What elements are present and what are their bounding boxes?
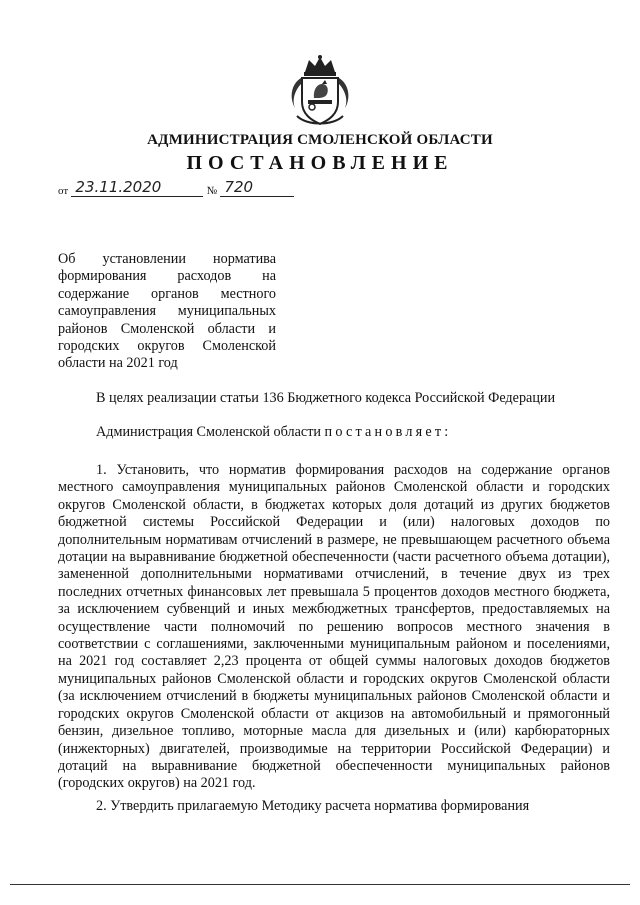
date-label: от	[58, 185, 69, 197]
intro-paragraph: В целях реализации статьи 136 Бюджетного кодекса Российской Федерации	[96, 390, 556, 406]
document-meta	[58, 178, 294, 197]
item-2-paragraph: 2. Утвердить прилагаемую Методику расчета норматива формирования	[96, 798, 530, 814]
resolve-paragraph	[58, 424, 610, 441]
item-1-paragraph: 1. Установить, что норматив формирования расходов на содержание органов местного самоуправления муниципальных районов Смоленской области и городских округов Смоленской области, в бюджетах которых доля дотаций из других бюджетов бюджетной системы Российской Федерации и (или) налоговых доходов по дополнительным нормативам отчислений в размере, не превышающем расчетного объема дотации на выравнивание бюджетной обеспеченности (части расчетного объема дотации), замененной дополнительными нормативами отчислений, в течение двух из трех последних отчетных финансовых лет превышала 5 процентов доходов местного бюджета, за исключением субвенций и иных межбюджетных трансфертов, предоставляемых на осуществление части полномочий по решению вопросов местного значения в соответствии с соглашениями, заключенными муниципальным районом и поселениями, на 2021 год составляет 2,23 процента от общей суммы налоговых доходов бюджетов муниципальных районов Смоленской области и городских округов Смоленской области (за исключением отчислений в бюджеты муниципальных районов Смоленской области и городских округов Смоленской области от акцизов на автомобильный и прямогонный бензин, дизельное топливо, моторные масла для дизельных и (или) карбюраторных (инжекторных) двигателей, производимые на территории Российской Федерации) и дотаций на выравнивание бюджетной обеспеченности муниципальных районов (городских округов) на 2021 год.	[58, 462, 610, 792]
organization-title: АДМИНИСТРАЦИЯ СМОЛЕНСКОЙ ОБЛАСТИ	[147, 132, 493, 148]
document-subject: Об установлении норматива формирования расходов на содержание органов местного самоуправления муниципальных районов Смоленской области и городских округов Смоленской области на 2021 год	[58, 251, 276, 372]
date-value: 23.11.2020	[71, 178, 203, 197]
document-type: ПОСТАНОВЛЕНИЕ	[186, 152, 454, 174]
page-divider	[10, 884, 630, 885]
coat-of-arms-icon	[287, 54, 353, 128]
resolve-prefix: Администрация Смоленской области	[96, 424, 321, 440]
number-value: 720	[220, 178, 294, 197]
number-label: №	[206, 185, 218, 197]
resolve-word: постановляет:	[324, 424, 452, 440]
